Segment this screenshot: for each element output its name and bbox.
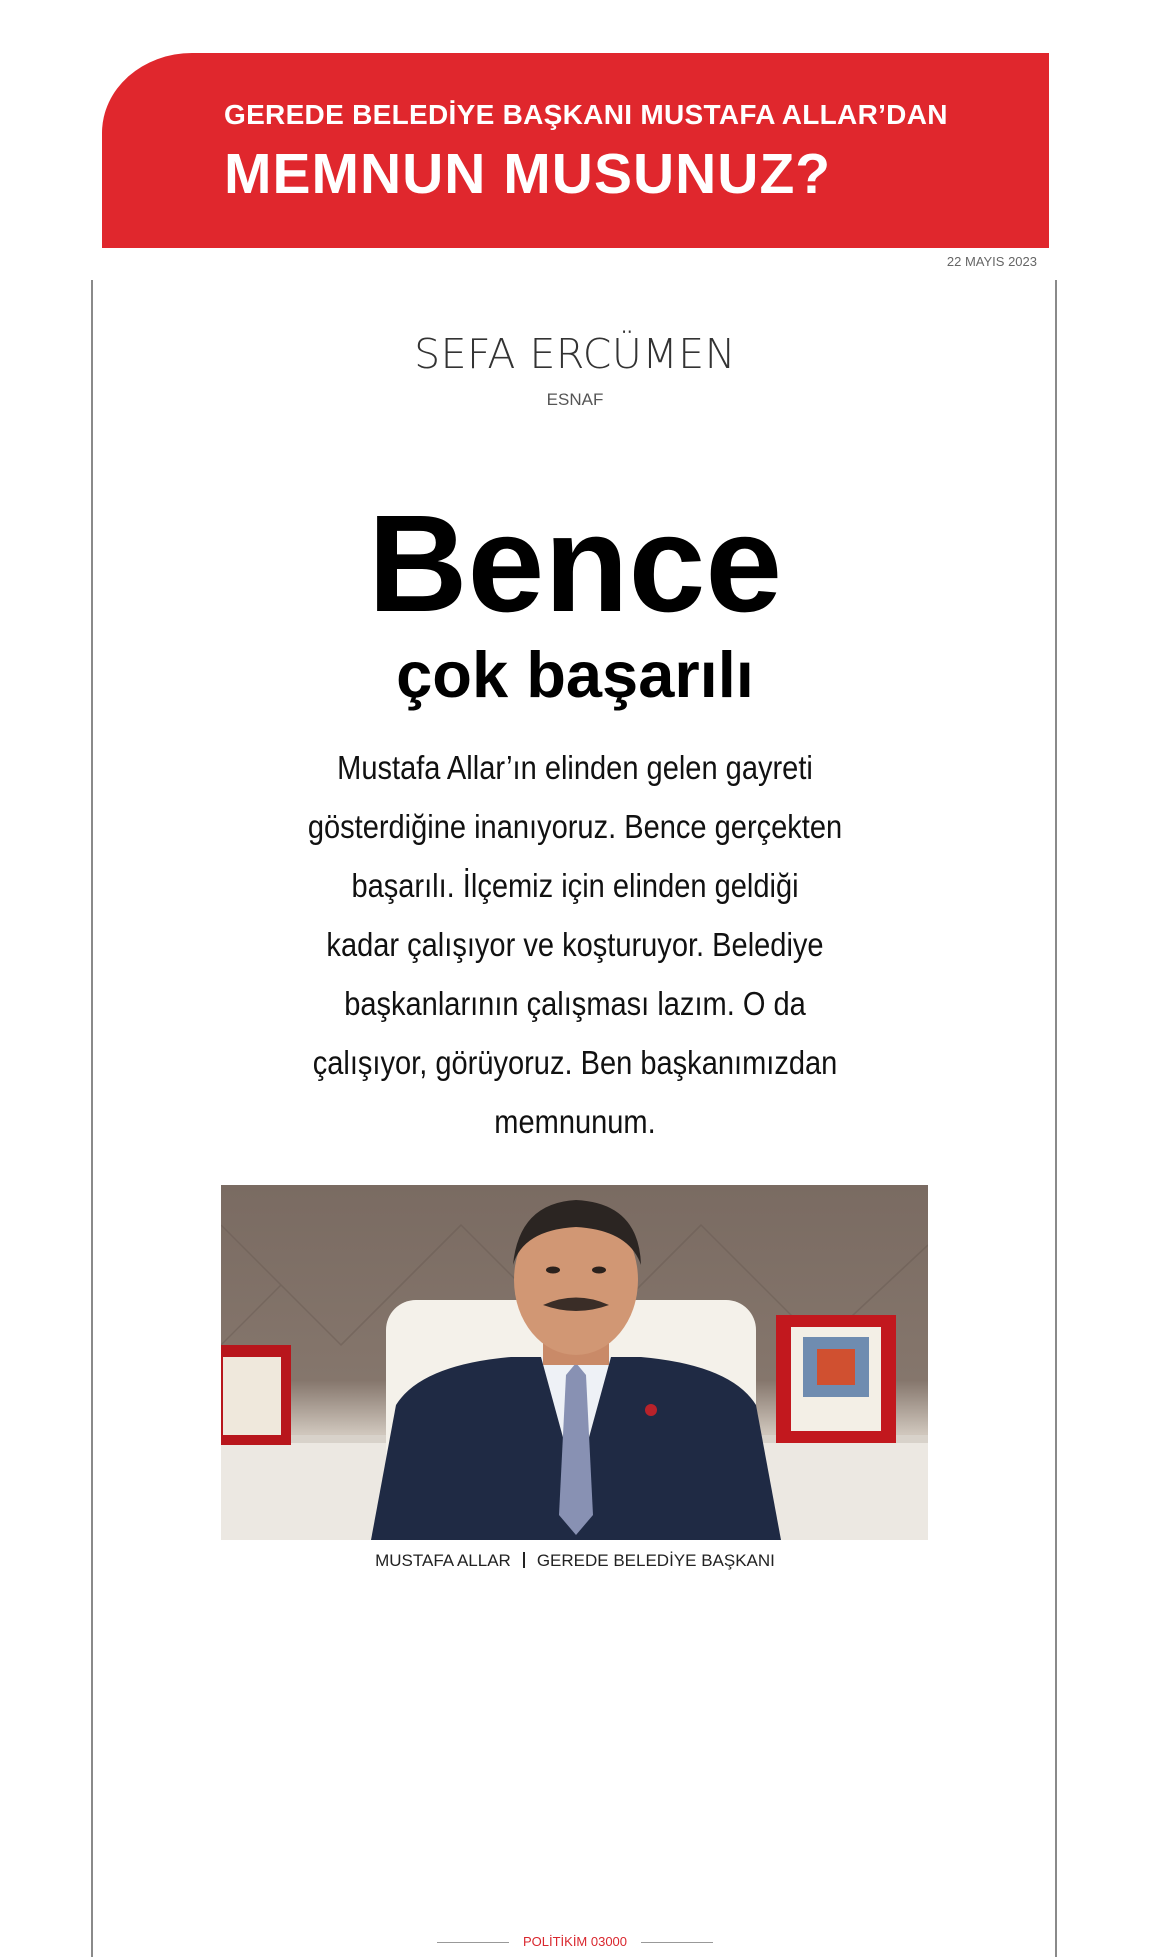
mayor-photo (221, 1185, 928, 1540)
header-headline: MEMNUN MUSUNUZ? (224, 142, 832, 206)
interviewee-role: ESNAF (546, 390, 604, 409)
header-banner (102, 53, 1049, 248)
mayor-photo-illustration (221, 1185, 928, 1540)
quote-line: memnunum. (494, 1103, 656, 1140)
publish-date: 22 MAYIS 2023 (946, 254, 1037, 269)
quote-line: gösterdiğine inanıyoruz. Bence gerçekten (307, 808, 843, 845)
quote-line: başkanlarının çalışması lazım. O da (344, 985, 806, 1022)
footer-page-label: POLİTİKİM 03000 (522, 1934, 628, 1949)
quote-body (307, 738, 844, 1151)
quote-subtitle: çok başarılı (396, 638, 754, 711)
quote-line: çalışıyor, görüyoruz. Ben başkanımızdan (312, 1044, 838, 1081)
photo-caption (0, 1551, 1150, 1571)
quote-title: Bence (367, 487, 783, 641)
caption-name: MUSTAFA ALLAR (375, 1551, 511, 1570)
quote-line: kadar çalışıyor ve koşturuyor. Belediye (326, 926, 824, 963)
quote-line: Mustafa Allar’ın elinden gelen gayreti (337, 749, 813, 786)
caption-separator (523, 1552, 525, 1568)
interviewee-name: SEFA ERCÜMEN (414, 330, 736, 378)
header-kicker: GEREDE BELEDİYE BAŞKANI MUSTAFA ALLAR’DAN (224, 99, 948, 130)
quote-line: başarılı. İlçemiz için elinden geldiği (351, 867, 799, 904)
caption-title: GEREDE BELEDİYE BAŞKANI (536, 1551, 775, 1570)
